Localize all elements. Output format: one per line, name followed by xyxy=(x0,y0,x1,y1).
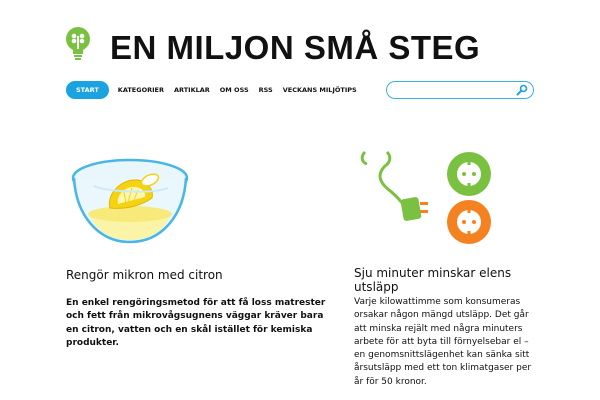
article-title[interactable]: Sju minuter minskar elens utsläpp xyxy=(354,266,512,294)
search-input[interactable] xyxy=(395,83,511,97)
lightbulb-icon[interactable] xyxy=(64,26,92,66)
nav-item-kategorier[interactable]: KATEGORIER xyxy=(117,86,164,94)
article-excerpt: En enkel rengöringsmetod för att få loss matrester och fett från mikrovågsugnens väggar kräver bara en citron, vatten och en skål istället för kemiska produkter. xyxy=(66,298,326,348)
nav-item-om-oss[interactable]: OM OSS xyxy=(219,86,249,94)
search-box xyxy=(386,81,534,99)
nav-item-veckans-miljotips[interactable]: VECKANS MILJÖTIPS xyxy=(282,86,357,94)
bowl-with-lemon-illustration[interactable] xyxy=(68,150,192,250)
main-nav xyxy=(66,81,362,99)
search-icon[interactable] xyxy=(516,84,528,96)
article-excerpt: Varje kilowattimme som konsumeras orsakar någon mängd utsläpp. Det går att minska rejält med några minuters arbete för att byta till förnyelsebar el – en genomsnittslägenhet kan sänka sitt årsutsläpp med ett ton klimatgaser per år för 50 kronor. xyxy=(354,297,532,387)
site-title[interactable]: EN MILJON SMÅ STEG xyxy=(110,29,481,66)
nav-item-rss[interactable]: RSS xyxy=(258,86,273,94)
plug-and-sockets-illustration[interactable] xyxy=(357,150,497,245)
nav-item-artiklar[interactable]: ARTIKLAR xyxy=(173,86,210,94)
article-title[interactable]: Rengör mikron med citron xyxy=(66,268,223,282)
nav-item-start[interactable]: START xyxy=(66,81,109,99)
